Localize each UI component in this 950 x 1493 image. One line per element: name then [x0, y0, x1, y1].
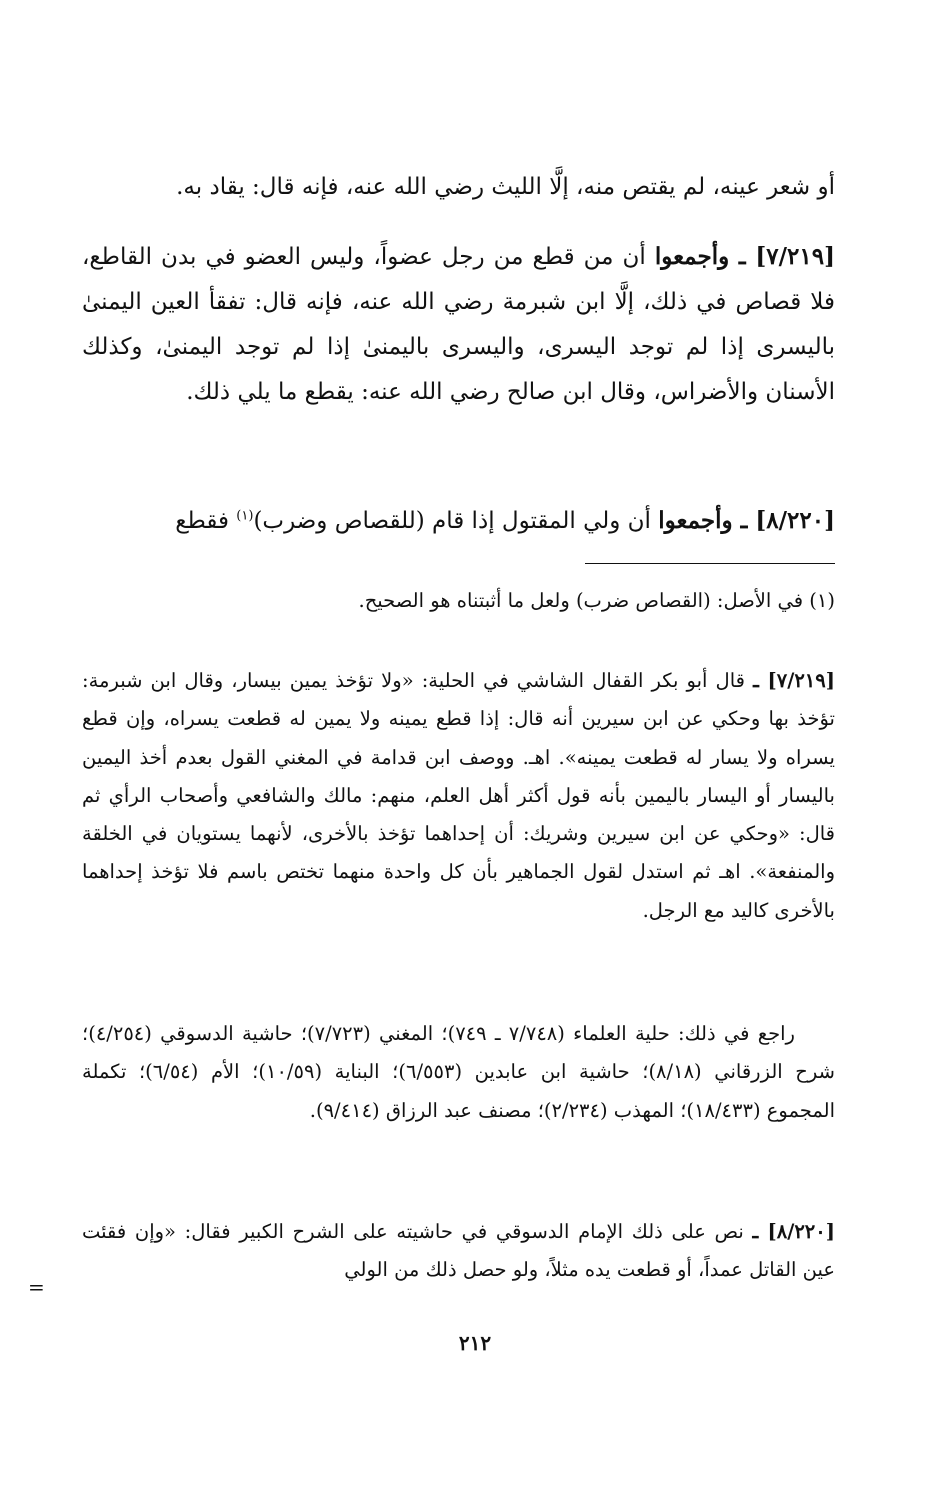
paragraph-ref: [٨/٢٢٠] ـ وأجمعوا [658, 507, 835, 534]
footnote-marker: (١) [236, 508, 254, 524]
commentary-ref: [٧/٢١٩] ـ [753, 669, 835, 692]
page-number: ٢١٢ [458, 1331, 492, 1355]
paragraph-ref: [٧/٢١٩] ـ وأجمعوا [654, 243, 836, 270]
continuation-mark: = [28, 1275, 45, 1299]
commentary-text: نص على ذلك الإمام الدسوقي في حاشيته على الشرح الكبير فقال: «وإن فقئت عين القاتل عمداً، أو قطعت يده مثلاً، ولو حصل ذلك من الولي [82, 1220, 835, 1282]
paragraph-text: أن من قطع من رجل عضواً، وليس العضو في بدن القاطع، فلا قصاص في ذلك، إلَّا ابن شبرمة رضي الله عنه، فإنه قال: تفقأ العين اليمنىٰ باليسرى إذا لم توجد اليسرى، واليسرى باليمنىٰ إذا لم توجد اليمنىٰ، وكذلك الأسنان والأضراس، وقال ابن صالح رضي الله عنه: يقطع ما يلي ذلك. [82, 244, 835, 405]
footnote-separator [585, 563, 835, 564]
paragraph-text: أن ولي المقتول إذا قام (للقصاص وضرب) [253, 508, 659, 534]
references-text: راجع في ذلك: حلية العلماء (٧/٧٤٨ ـ ٧٤٩)؛ المغني (٧/٧٢٣)؛ حاشية الدسوقي (٤/٢٥٤)؛ شرح الزرقاني (٨/١٨)؛ حاشية ابن عابدين (٦/٥٥٣)؛ البناية (١٠/٥٩)؛ الأم (٦/٥٤)؛ تكملة المجموع (١٨/٤٣٣)؛ المهذب (٢/٢٣٤)؛ مصنف عبد الرزاق (٩/٤١٤). [82, 1022, 835, 1122]
commentary-text: قال أبو بكر القفال الشاشي في الحلية: «ولا تؤخذ يمين بيسار، وقال ابن شبرمة: تؤخذ بها وحكي عن ابن سيرين أنه قال: إذا قطع يمينه ولا يمين له قطعت يسراه، وإن قطع يسراه ولا يسار له قطعت يمينه». اهـ. ووصف ابن قدامة في المغني القول بعدم أخذ اليمين باليسار أو اليسار باليمين بأنه قول أكثر أهل العلم، منهم: مالك والشافعي وأصحاب الرأي ثم قال: «وحكي عن ابن سيرين وشريك: أن إحداهما تؤخذ بالأخرى، لأنهما يستويان في الخلقة والمنفعة». اهـ ثم استدل لقول الجماهير بأن كل واحدة منهما تختص باسم فلا تؤخذ إحداهما بالأخرى كاليد مع الرجل. [82, 669, 835, 922]
commentary-220 [82, 1213, 835, 1290]
main-paragraph-220 [82, 498, 835, 544]
footnote [82, 582, 835, 620]
main-text-top [82, 165, 835, 210]
commentary-references [82, 1015, 835, 1130]
paragraph-text-end: فقطع [175, 508, 237, 534]
commentary-ref: [٨/٢٢٠] ـ [752, 1220, 835, 1243]
footnote-text: (١) في الأصل: (القصاص ضرب) ولعل ما أثبتناه هو الصحيح. [358, 589, 835, 612]
carryover-line: أو شعر عينه، لم يقتص منه، إلَّا الليث رضي الله عنه، فإنه قال: يقاد به. [176, 174, 835, 200]
commentary-219 [82, 662, 835, 930]
main-paragraph-219 [82, 234, 835, 415]
